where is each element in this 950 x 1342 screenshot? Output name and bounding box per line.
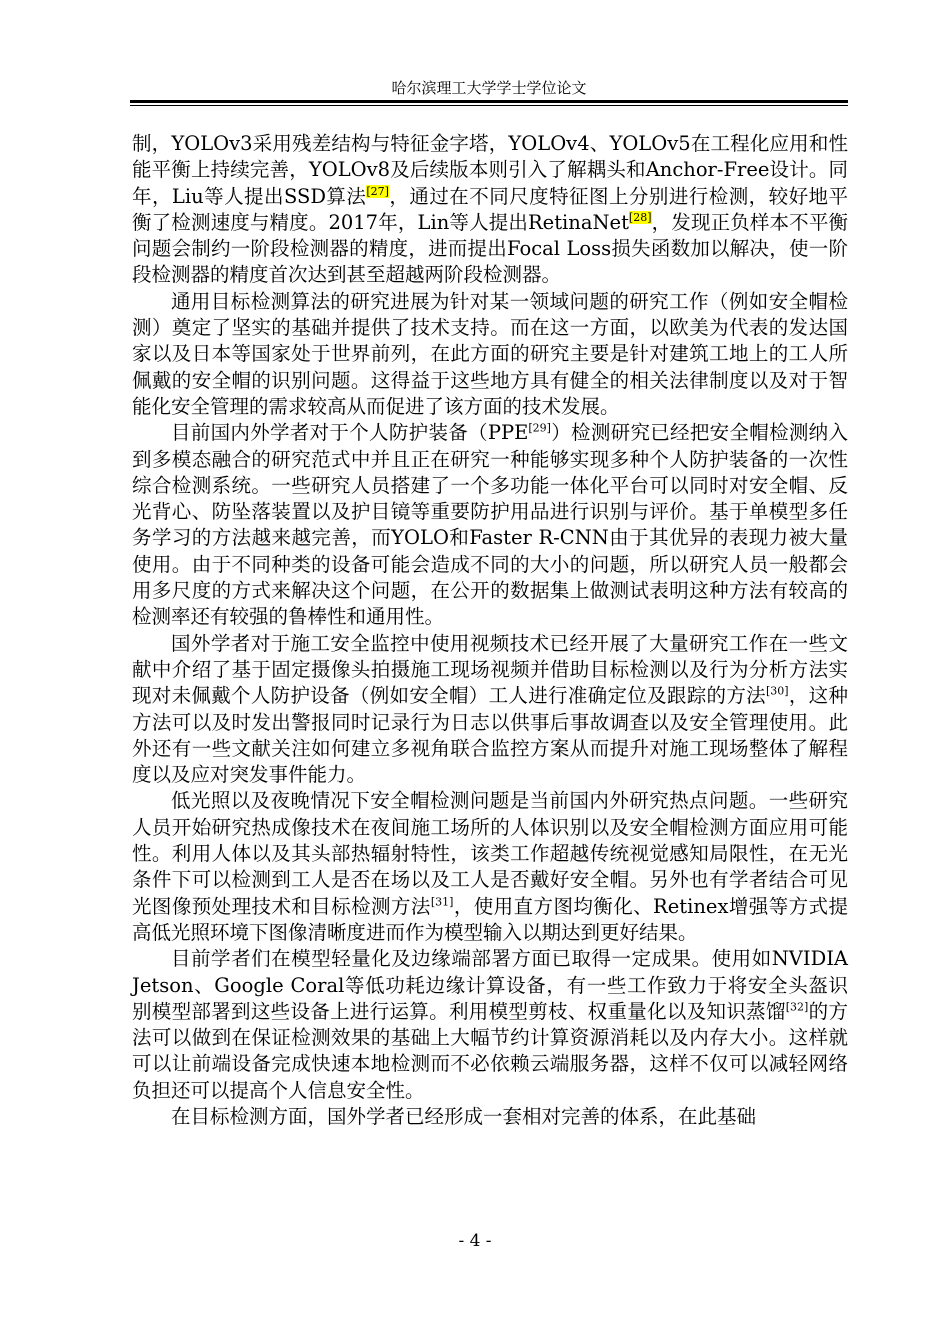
paragraph-text: 目前国内外学者对于个人防护装备（PPE	[171, 421, 529, 445]
paragraph-text: ）检测研究已经把安全帽检测纳入到多模态融合的研究范式中并且正在研究一种能够实现多种个人防护装备的一次性综合检测系统。一些研究人员搭建了一个多功能一体化平台可以同时对安全帽、反光背心、防坠落装置以及护目镜等重要防护用品进行识别与评价。基于单模型多任务学习的方法越来越完善，而YOLO和Faster R-CNN由于其优异的表现力被大量使用。由于不同种类的设备可能会造成不同的大小的问题，所以研究人员一般都会用多尺度的方式来解决这个问题，在公开的数据集上做测试表明这种方法有较高的检测率还有较强的鲁棒性和通用性。	[132, 421, 848, 629]
citation-marker[interactable]: [32]	[785, 1000, 809, 1014]
paragraph	[132, 788, 848, 946]
paragraph	[132, 946, 848, 1104]
paragraph-text: ，发现正负样本不平衡问题会制约一阶段检测器的精度，进而提出Focal Loss损失函数加以解决，使一阶段检测器的精度首次达到甚至超越两阶段检测器。	[132, 210, 848, 287]
header-rule-thick	[130, 100, 848, 103]
header-rule-thin	[130, 105, 848, 106]
citation-marker[interactable]: [30]	[765, 684, 789, 698]
paragraph-text: 的方法可以做到在保证检测效果的基础上大幅节约计算资源消耗以及内存大小。这样就可以让前端设备完成快速本地检测而不必依赖云端服务器，这样不仅可以减轻网络负担还可以提高个人信息安全性。	[132, 999, 848, 1102]
paragraph-text: ，这种方法可以及时发出警报同时记录行为日志以供事后事故调查以及安全管理使用。此外还有一些文献关注如何建立多视角联合监控方案从而提升对施工现场整体了解程度以及应对突发事件能力。	[132, 684, 848, 787]
paragraph-text: ，使用直方图均衡化、Retinex增强等方式提高低光照环境下图像清晰度进而作为模型输入以期达到更好结果。	[132, 894, 848, 944]
citation-marker[interactable]: [27]	[366, 185, 389, 199]
body-text	[132, 131, 848, 1130]
citation-marker[interactable]: [28]	[628, 211, 652, 225]
paragraph-text: ，通过在不同尺度特征图上分别进行检测，较好地平衡了检测速度与精度。2017年，Lin等人提出RetinaNet	[132, 184, 848, 234]
paragraph-text: 低光照以及夜晚情况下安全帽检测问题是当前国内外研究热点问题。一些研究人员开始研究热成像技术在夜间施工场所的人体识别以及安全帽检测方面应用可能性。利用人体以及其头部热辐射特性，该类工作超越传统视觉感知局限性，在无光条件下可以检测到工人是否在场以及工人是否戴好安全帽。另外也有学者结合可见光图像预处理技术和目标检测方法	[132, 789, 848, 918]
paragraph-text: 国外学者对于施工安全监控中使用视频技术已经开展了大量研究工作在一些文献中介绍了基于固定摄像头拍摄施工现场视频并借助目标检测以及行为分析方法实现对未佩戴个人防护设备（例如安全帽）工人进行准确定位及跟踪的方法	[132, 631, 848, 708]
page-number: - 4 -	[458, 1231, 492, 1251]
paragraph	[132, 289, 848, 420]
paragraph	[132, 1104, 848, 1130]
paragraph	[132, 131, 848, 289]
running-header: 哈尔滨理工大学学士学位论文	[391, 79, 587, 97]
paragraph	[132, 631, 848, 789]
paragraph-text: 制，YOLOv3采用残差结构与特征金字塔，YOLOv4、YOLOv5在工程化应用和性能平衡上持续完善，YOLOv8及后续版本则引入了解耦头和Anchor-Free设计。同年，Liu等人提出SSD算法	[132, 132, 848, 208]
paragraph-text: 目前学者们在模型轻量化及边缘端部署方面已取得一定成果。使用如NVIDIA Jetson、Google Coral等低功耗边缘计算设备，有一些工作致力于将安全头盔识别模型部署到这些设备上进行运算。利用模型剪枝、权重量化以及知识蒸馏	[132, 947, 848, 1023]
citation-marker[interactable]: [29]	[528, 421, 551, 435]
paragraph-text: 通用目标检测算法的研究进展为针对某一领域问题的研究工作（例如安全帽检测）奠定了坚实的基础并提供了技术支持。而在这一方面，以欧美为代表的发达国家以及日本等国家处于世界前列，在此方面的研究主要是针对建筑工地上的工人所佩戴的安全帽的识别问题。这得益于这些地方具有健全的相关法律制度以及对于智能化安全管理的需求较高从而促进了该方面的技术发展。	[132, 289, 848, 418]
paragraph	[132, 420, 848, 630]
paragraph-text: 在目标检测方面，国外学者已经形成一套相对完善的体系，在此基础	[171, 1104, 757, 1128]
citation-marker[interactable]: [31]	[430, 895, 454, 909]
